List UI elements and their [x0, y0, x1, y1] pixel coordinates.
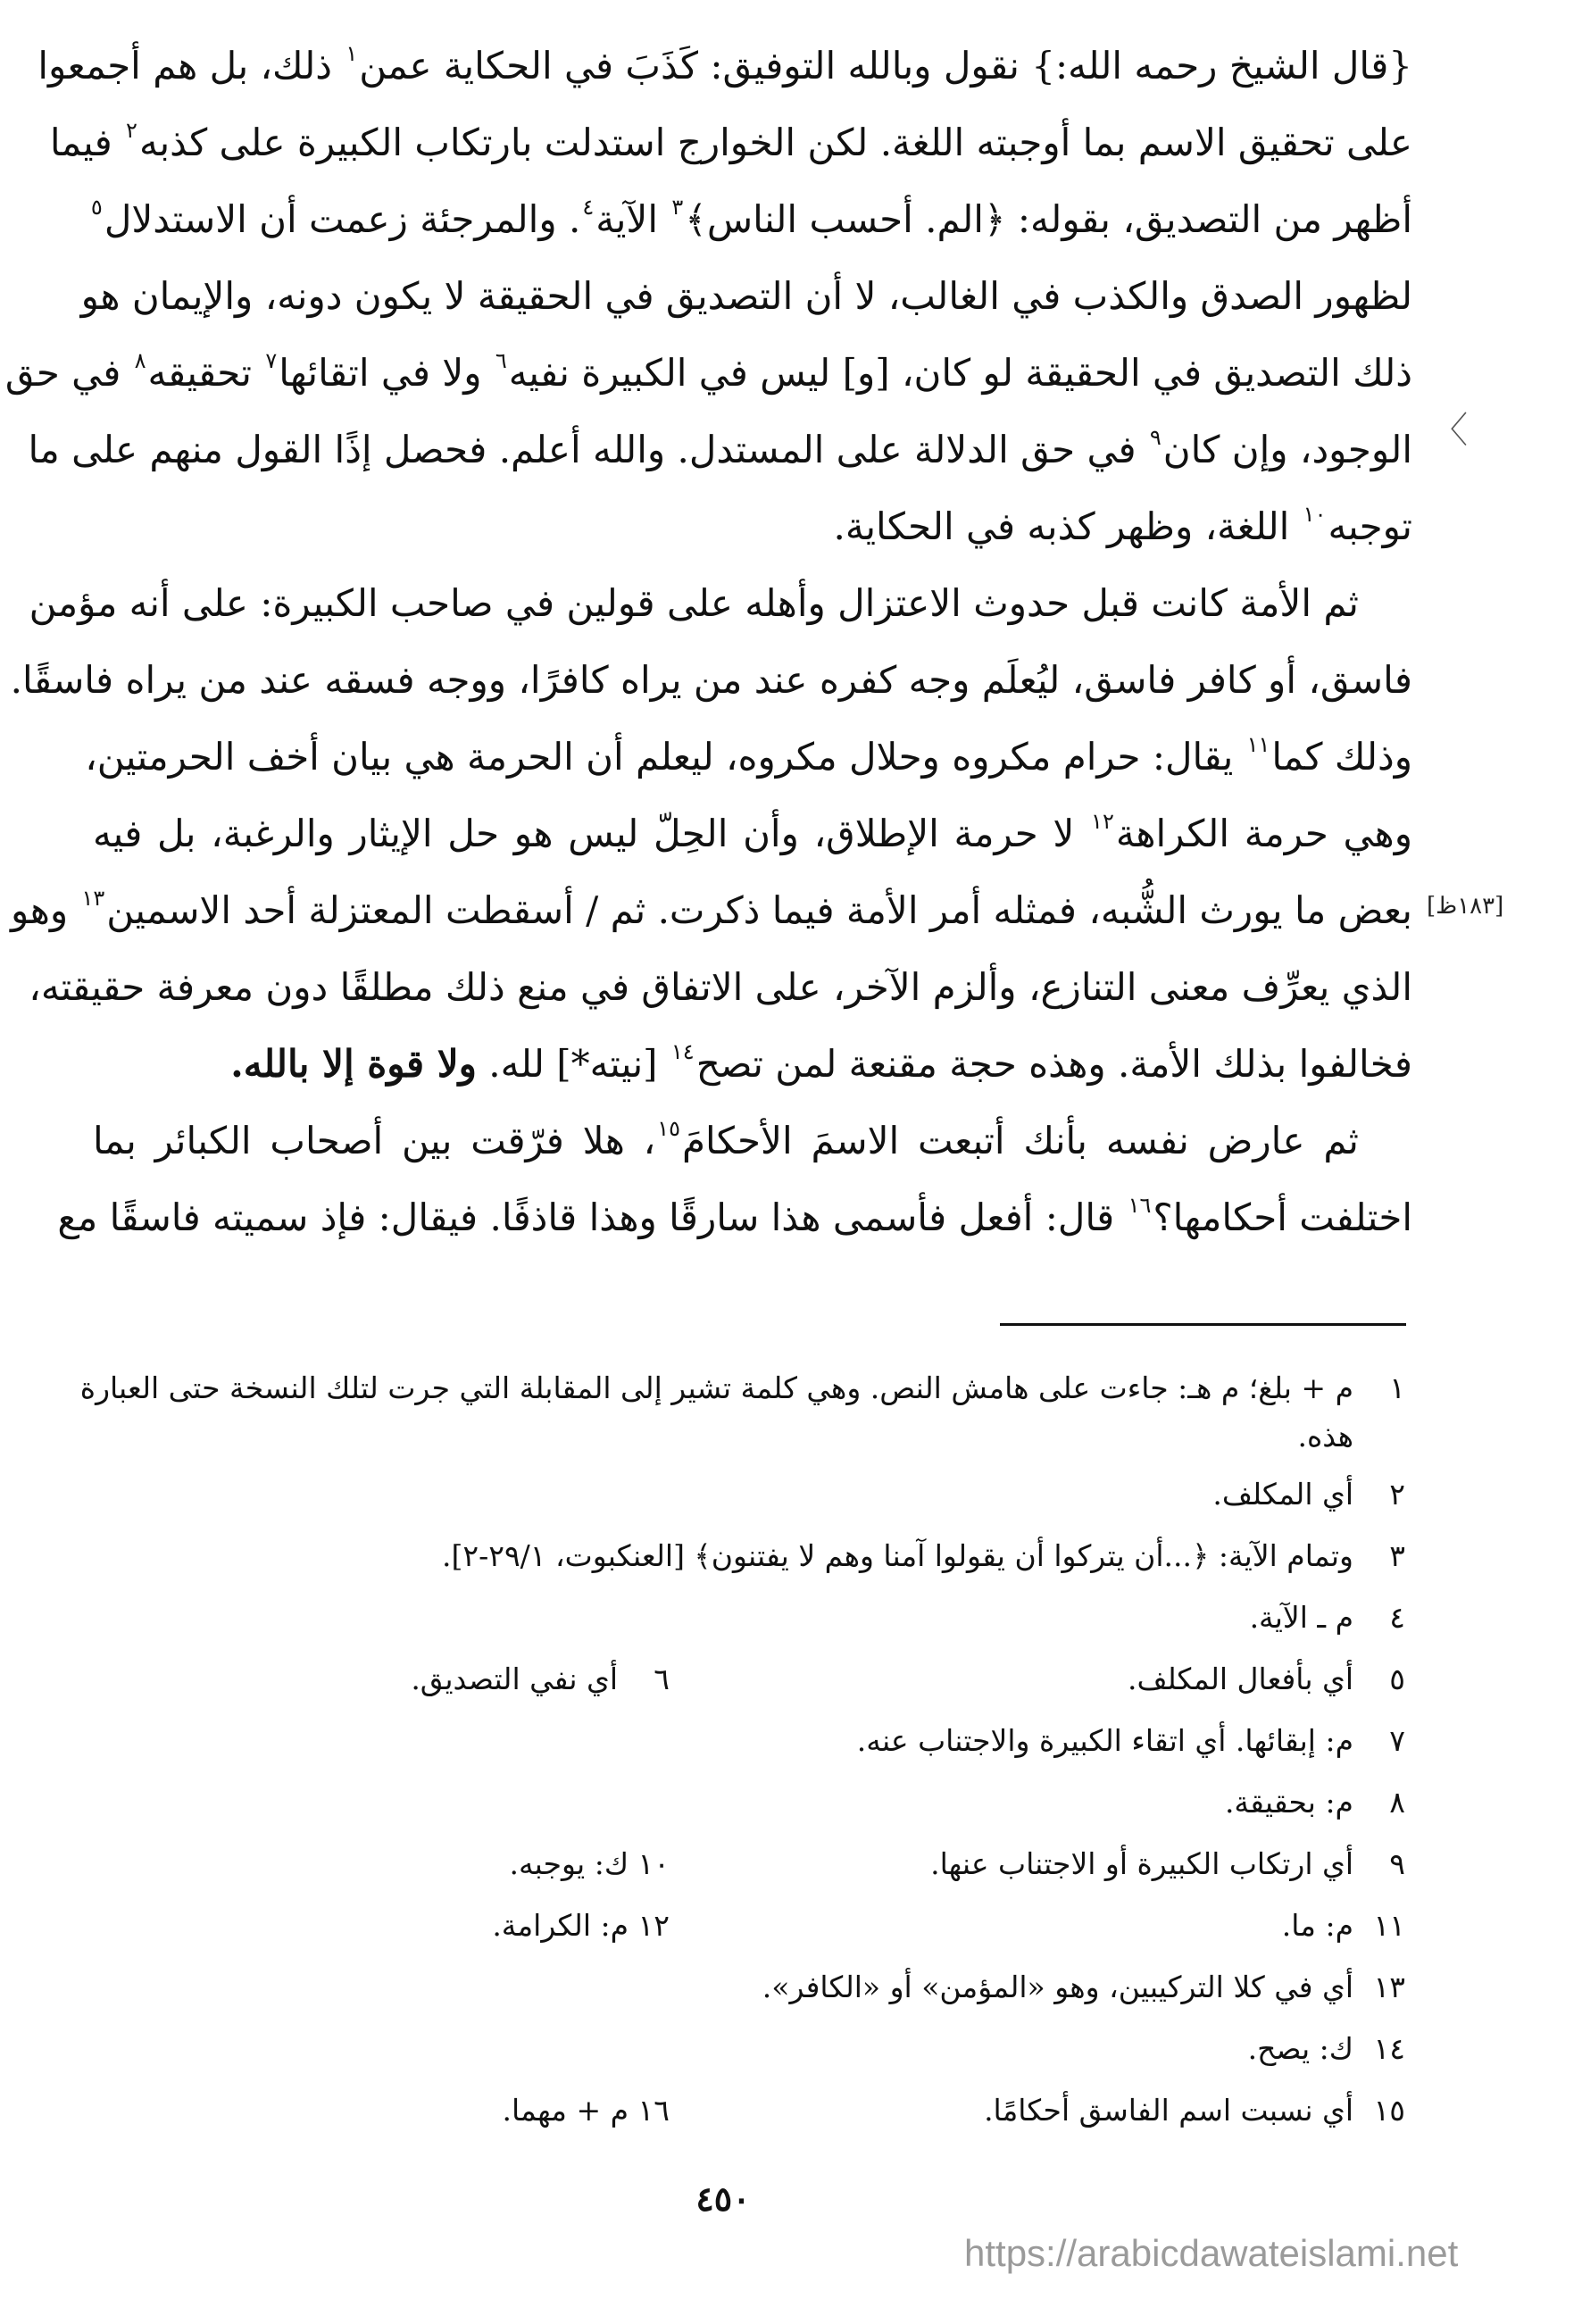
text-segment: فخالفوا بذلك الأمة. وهذه حجة مقنعة لمن تصح [695, 1042, 1412, 1086]
text-segment: في حق [4, 351, 133, 395]
footnote-marker: ٢ [126, 118, 137, 143]
footnote-10 [509, 1833, 670, 1895]
footnote-text: ك: يوجبه. [509, 1846, 629, 1881]
text-segment: ولا في اتقائها [279, 351, 494, 395]
footnote-7 [93, 1710, 1405, 1771]
footnote-number: ١٥ [1373, 2093, 1405, 2128]
footnote-11-12 [93, 1895, 1405, 1956]
footnote-9-10 [93, 1833, 1405, 1895]
footnote-marker: ١٥ [657, 1116, 681, 1141]
text-segment: ثم عارض نفسه بأنك أتبعت الاسمَ الأحكامَ [682, 1119, 1359, 1162]
text-segment: في حق الدلالة على المستدل. والله أعلم. فحصل إذًا القول منهم على ما [28, 428, 1148, 471]
footnote-text: أي في كلا التركيبين، وهو «المؤمن» أو «الكافر». [762, 1970, 1353, 2004]
footnote-marker: ١٢ [1091, 809, 1114, 834]
footnote-12 [492, 1895, 670, 1956]
footnote-number: ٧ [1389, 1723, 1405, 1758]
manuscript-folio-note: [١٨٣ظ] [1427, 893, 1504, 920]
footnote-marker: ١٠ [1303, 502, 1327, 527]
text-line [85, 719, 1412, 795]
footnote-4 [93, 1587, 1405, 1648]
text-line [80, 258, 1412, 335]
footnote-number: ٣ [1389, 1538, 1405, 1573]
text-line [57, 1179, 1412, 1256]
text-line [29, 565, 1412, 642]
footnote-marker: ٥ [90, 195, 103, 220]
text-line [90, 181, 1412, 258]
footnote-16 [502, 2079, 670, 2141]
footnote-number: ١٤ [1373, 2031, 1405, 2066]
text-segment: . والمرجئة زعمت أن الاستدلال [104, 197, 581, 241]
text-segment: ذلك التصديق في الحقيقة لو كان، [و] ليس في الكبيرة نفيه [508, 351, 1412, 395]
footnote-5-6 [93, 1648, 1405, 1710]
footnote-number: ١٦ [637, 2093, 670, 2128]
footnote-text: هذه. [1297, 1419, 1353, 1454]
footnote-text: م: إبقائها. أي اتقاء الكبيرة والاجتناب عنه. [856, 1723, 1353, 1758]
footnote-number: ١٢ [637, 1908, 670, 1943]
text-line [49, 104, 1412, 181]
footnote-marker: ١٦ [1128, 1193, 1152, 1218]
text-line [4, 335, 1412, 412]
text-line [29, 949, 1412, 1026]
footnote-marker: ٨ [134, 348, 146, 373]
footnote-13 [93, 1956, 1405, 2018]
text-line [11, 872, 1412, 949]
footnote-number: ٩ [1389, 1846, 1405, 1881]
text-segment: الوجود، وإن كان [1162, 428, 1412, 471]
footnote-separator [1000, 1323, 1406, 1326]
text-segment: فيما [49, 121, 125, 164]
footnote-text: ك: يصح. [1247, 2031, 1353, 2066]
text-segment: ذلك، بل هم أجمعوا [37, 44, 345, 87]
text-segment: على تحقيق الاسم بما أوجبته اللغة. لكن الخوارج استدلت بارتكاب الكبيرة على كذبه [138, 121, 1412, 164]
footnote-number: ١١ [1373, 1908, 1405, 1943]
text-segment: اختلفت أحكامها؟ [1153, 1195, 1412, 1239]
text-line [10, 642, 1412, 719]
footnote-1 [79, 1357, 1405, 1419]
text-segment: لظهور الصدق والكذب في الغالب، لا أن التصديق في الحقيقة لا يكون دونه، والإيمان هو [80, 274, 1412, 318]
text-segment: الذي يعرِّف معنى التنازع، وألزم الآخر، على الاتفاق في منع ذلك مطلقًا دون معرفة حقيقته، [29, 965, 1412, 1009]
text-segment: {قال الشيخ رحمه الله:} نقول وبالله التوفيق: كَذَبَ في الحكاية عمن [359, 44, 1412, 87]
text-segment: اللغة، وظهر كذبه في الحكاية. [833, 504, 1302, 548]
footnote-marker: ٦ [495, 348, 507, 373]
footnote-text: أي نفي التصديق. [411, 1662, 618, 1696]
text-segment: لا حرمة الإطلاق، وأن الحِلّ ليس هو حل الإيثار والرغبة، بل فيه [93, 812, 1090, 855]
text-segment: توجبه [1328, 504, 1412, 548]
footnote-text: أي بأفعال المكلف. [1127, 1662, 1353, 1696]
footnote-text: م: بحقيقة. [1224, 1785, 1353, 1820]
text-line [93, 488, 1412, 565]
footnote-text: أي ارتكاب الكبيرة أو الاجتناب عنها. [930, 1846, 1353, 1881]
text-line [28, 412, 1412, 488]
text-line [93, 1103, 1412, 1179]
footnote-marker: ٣ [671, 195, 684, 220]
text-segment: أظهر من التصديق، بقوله: ﴿الم. أحسب الناس﴾ [685, 197, 1412, 241]
footnote-number: ١٠ [637, 1846, 670, 1881]
footnote-text: أي المكلف. [1212, 1477, 1353, 1512]
footnote-number: ٦ [654, 1662, 670, 1696]
footnote-number: ١ [1389, 1370, 1405, 1405]
footnote-text: م ـ الآية. [1249, 1600, 1353, 1635]
text-segment: وهو [11, 888, 80, 932]
footnote-6 [411, 1648, 670, 1710]
footnote-text: م: الكرامة. [492, 1908, 629, 1943]
watermark-url: https://arabicdawateislami.net [964, 2232, 1459, 2274]
text-segment: وهي حرمة الكراهة [1115, 812, 1412, 855]
text-segment: بعض ما يورث الشُّبه، فمثله أمر الأمة فيما ذكرت. ثم / أسقطت المعتزلة أحد الاسمين [106, 888, 1412, 932]
text-segment: الآية [595, 197, 670, 241]
footnote-text: أي نسبت اسم الفاسق أحكامًا. [984, 2093, 1353, 2128]
text-line [93, 1026, 1412, 1103]
footnote-1-continued [93, 1419, 1405, 1463]
footnote-marker: ٩ [1149, 425, 1162, 450]
text-segment: [نيته*] لله. [476, 1042, 670, 1086]
footnote-number: ٢ [1389, 1477, 1405, 1512]
footnote-15-16 [93, 2079, 1405, 2141]
footnote-number: ٨ [1389, 1785, 1405, 1820]
footnote-marker: ١٣ [81, 886, 105, 911]
footnote-text: م: ما. [1281, 1908, 1353, 1943]
footnote-14 [93, 2018, 1405, 2079]
footnote-number: ١٣ [1373, 1970, 1405, 2004]
text-segment: فاسق، أو كافر فاسق، ليُعلَم وجه كفره عند من يراه كافرًا، ووجه فسقه عند من يراه فاسقًا. [10, 658, 1412, 702]
text-segment: يقال: حرام مكروه وحلال مكروه، ليعلم أن الحرمة هي بيان أخف الحرمتين، [85, 735, 1245, 779]
footnote-marker: ١٤ [670, 1039, 695, 1064]
footnote-marker: ٧ [265, 348, 278, 373]
text-line [93, 795, 1412, 872]
text-segment: وذلك كما [1271, 735, 1412, 779]
footnote-2 [93, 1463, 1405, 1525]
footnote-text: م + مهما. [502, 2093, 629, 2128]
text-segment: تحقيقه [147, 351, 264, 395]
main-text [4, 28, 1412, 1256]
text-segment: ثم الأمة كانت قبل حدوث الاعتزال وأهله على قولين في صاحب الكبيرة: على أنه مؤمن [29, 581, 1359, 625]
footnote-8 [93, 1771, 1405, 1833]
footnotes [79, 1357, 1405, 2141]
text-segment: ، هلا فرّقت بين أصحاب الكبائر بما [93, 1119, 656, 1162]
footnote-number: ٥ [1389, 1662, 1405, 1696]
footnote-marker: ١١ [1246, 732, 1270, 757]
footnote-3 [93, 1525, 1405, 1587]
text-line [37, 28, 1412, 104]
bold-text: ولا قوة إلا بالله. [230, 1042, 477, 1086]
margin-bracket-mark: 〈 [1432, 410, 1468, 451]
page-number: ٤٥٠ [695, 2178, 751, 2219]
footnote-marker: ١ [346, 41, 358, 66]
footnote-text: م + بلغ؛ م هـ: جاءت على هامش النص. وهي كلمة تشير إلى المقابلة التي جرت لتلك النسخة حتى العبارة [79, 1370, 1353, 1405]
footnote-number: ٤ [1389, 1600, 1405, 1635]
footnote-text: وتمام الآية: ﴿...أن يتركوا أن يقولوا آمنا وهم لا يفتنون﴾ [العنكبوت، ٢٩/١-٢]. [441, 1538, 1353, 1573]
footnote-marker: ٤ [582, 195, 595, 220]
text-segment: قال: أفعل فأسمى هذا سارقًا وهذا قاذفًا. فيقال: فإذ سميته فاسقًا مع [57, 1195, 1127, 1239]
